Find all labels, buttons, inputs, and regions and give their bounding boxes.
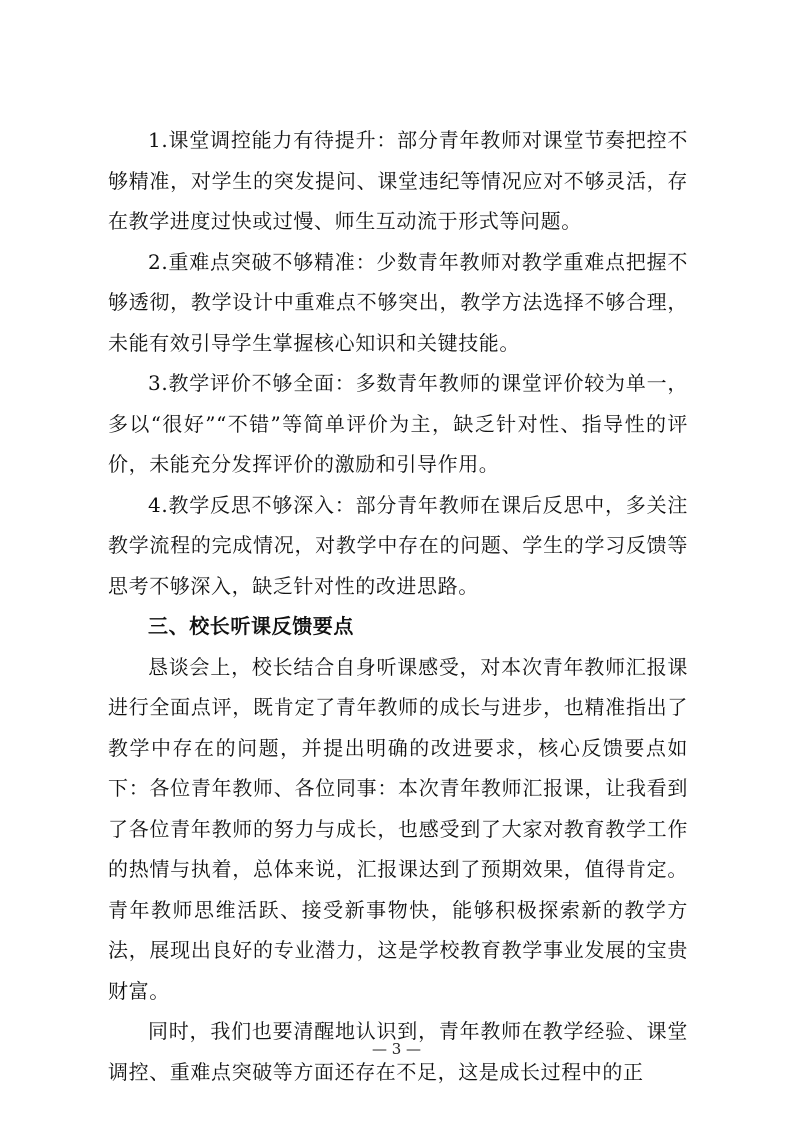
paragraph-key-difficult-points: 2.重难点突破不够精准：少数青年教师对教学重难点把握不够透彻，教学设计中重难点不够突出，教学方法选择不够合理，未能有效引导学生掌握核心知识和关键技能。 xyxy=(108,249,688,355)
section-heading: 三、校长听课反馈要点 xyxy=(148,614,354,638)
paragraph-classroom-control: 1.课堂调控能力有待提升：部分青年教师对课堂节奏把控不够精准，对学生的突发提问、课堂违纪等情况应对不够灵活，存在教学进度过快或过慢、师生互动流于形式等问题。 xyxy=(108,128,688,233)
page-number: — 3 — xyxy=(371,1040,422,1058)
paragraph-teaching-reflection: 4.教学反思不够深入：部分青年教师在课后反思中，多关注教学流程的完成情况，对教学中存在的问题、学生的学习反馈等思考不够深入，缺乏针对性的改进思路。 xyxy=(108,492,688,598)
paragraph-at-the-same-time: 同时，我们也要清醒地认识到，青年教师在教学经验、课堂调控、重难点突破等方面还存在不足，这是成长过程中的正 xyxy=(108,1019,688,1084)
paragraph-teaching-evaluation: 3.教学评价不够全面：多数青年教师的课堂评价较为单一，多以“很好”“不错”等简单评价为主，缺乏针对性、指导性的评价，未能充分发挥评价的激励和引导作用。 xyxy=(108,371,688,476)
paragraph-principal-feedback: 恳谈会上，校长结合自身听课感受，对本次青年教师汇报课进行全面点评，既肯定了青年教师的成长与进步，也精准指出了教学中存在的问题，并提出明确的改进要求，核心反馈要点如下：各位青年教师、各位同事：本次青年教师汇报课，让我看到了各位青年教师的努力与成长，也感受到了大家对教育教学工作的热情与执着，总体来说，汇报课达到了预期效果，值得肯定。青年教师思维活跃、接受新事物快，能够积极探索新的教学方法，展现出良好的专业潜力，这是学校教育教学事业发展的宝贵财富。 xyxy=(108,654,688,1003)
document-body xyxy=(108,120,688,1092)
